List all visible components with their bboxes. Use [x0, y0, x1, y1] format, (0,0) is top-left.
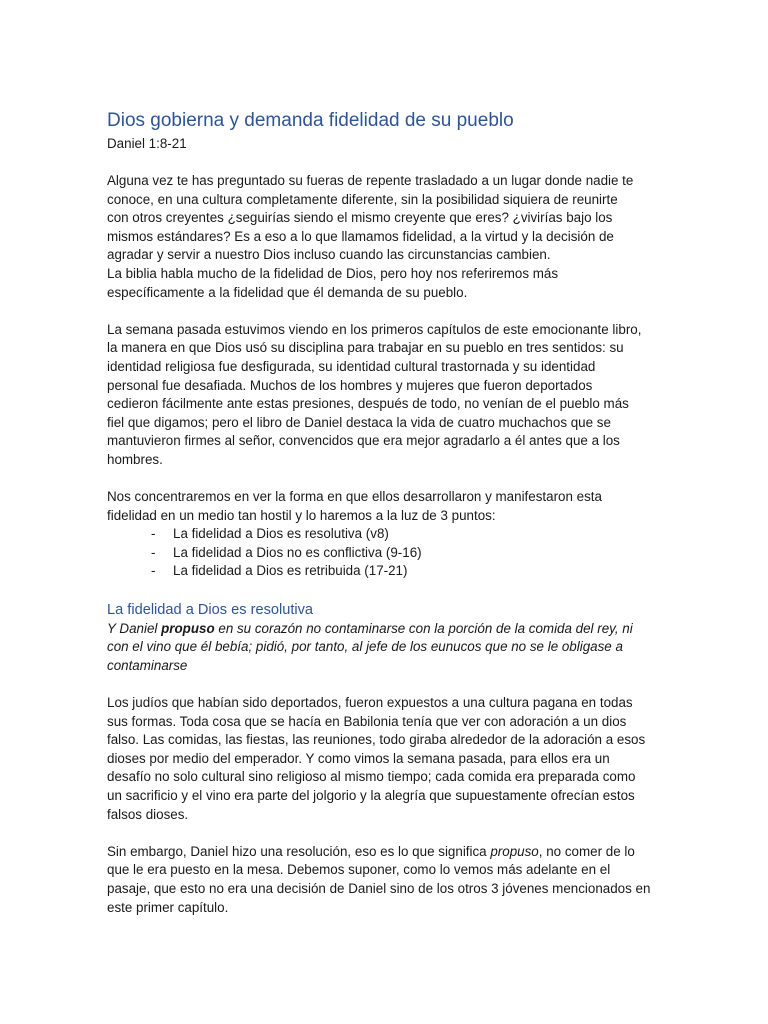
scripture-reference: Daniel 1:8-21 [107, 136, 187, 151]
emphasis-word: propuso [161, 620, 215, 636]
text-line: agradar y servir a nuestro Dios incluso cuando las circunstancias cambien. [107, 247, 551, 263]
text-line: con otros creyentes ¿seguirías siendo el mismo creyente que eres? ¿vivirías bajo los [107, 210, 613, 226]
text-line: falsos dioses. [107, 806, 189, 822]
text-line: La semana pasada estuvimos viendo en los primeros capítulos de este emocionante libro, [107, 321, 642, 337]
text-line: mismos estándares? Es a eso a lo que llamamos fidelidad, a la virtud y la decisión de [107, 228, 614, 244]
paragraph-outline-intro [107, 488, 668, 525]
text-line: Alguna vez te has preguntado su fueras de repente trasladado a un lugar donde nadie te [107, 173, 634, 188]
text-line: falso. Las comidas, las fiestas, las reuniones, todo giraba alrededor de la adoración a esos [107, 732, 646, 748]
text-line: un sacrificio y el vino era parte del jolgorio y la alegría que supuestamente ofrecían estos [107, 788, 635, 803]
text-line: fidelidad en un medio tan hostil y lo haremos a la luz de 3 puntos: [107, 507, 496, 523]
text-line: , no comer de lo [538, 843, 635, 859]
document-title: Dios gobierna y demanda fidelidad de su pueblo [107, 110, 514, 131]
paragraph-context [107, 321, 668, 470]
text-line: conoce, en una cultura completamente diferente, sin la posibilidad siquiera de reunirte [107, 191, 618, 207]
text-line: mantuvieron firmes al señor, convencidos que era mejor agradarlo a él antes que a los [107, 433, 620, 449]
paragraph-culture [107, 694, 668, 824]
text-line: cedieron fácilmente ante estas presiones, después de todo, no venían de el pueblo más [107, 396, 629, 412]
text-line: fiel que digamos; pero el libro de Daniel destaca la vida de cuatro muchachos que se [107, 414, 611, 430]
verse-quote [107, 620, 668, 676]
text-line: pasaje, que esto no era una decisión de Daniel sino de los otros 3 jóvenes mencionados en [107, 880, 651, 896]
text-line: Nos concentraremos en ver la forma en que ellos desarrollaron y manifestaron esta [107, 489, 602, 505]
text-line: La biblia habla mucho de la fidelidad de Dios, pero hoy nos referiremos más [107, 265, 559, 281]
text-line: en su corazón no contaminarse con la porción de la comida del rey, ni [214, 620, 633, 636]
text-line: contaminarse [107, 657, 188, 673]
text-line: sus formas. Toda cosa que se hacía en Babilonia tenía que ver con adoración a un dios [107, 713, 627, 729]
text-line: Los judíos que habían sido deportados, fueron expuestos a una cultura pagana en todas [107, 695, 633, 711]
text-line: específicamente a la fidelidad que él demanda de su pueblo. [107, 284, 468, 300]
text-line: desafío no solo cultural sino religioso al mismo tiempo; cada comida era preparada como [107, 769, 636, 785]
text-line: identidad religiosa fue desfigurada, su identidad cultural trastornada y su identidad [107, 358, 596, 374]
text-line: hombres. [107, 451, 163, 467]
list-item: - La fidelidad a Dios es retribuida (17-21) [151, 562, 668, 581]
text-line: la manera en que Dios usó su disciplina para trabajar en su pueblo en tres sentidos: su [107, 340, 624, 356]
points-list [107, 525, 668, 581]
emphasis-word: propuso [490, 843, 539, 859]
paragraph-intro [107, 172, 668, 302]
list-item: - La fidelidad a Dios es resolutiva (v8) [151, 525, 668, 544]
paragraph-resolution [107, 843, 668, 917]
text-line: personal fue desafiada. Muchos de los hombres y mujeres que fueron deportados [107, 377, 593, 393]
section-heading: La fidelidad a Dios es resolutiva [107, 601, 314, 618]
text-line: Sin embargo, Daniel hizo una resolución, eso es lo que significa [107, 843, 491, 859]
text-line: que le era puesto en la mesa. Debemos suponer, como lo vemos más adelante en el [107, 862, 611, 878]
text-line: con el vino que él bebía; pidió, por tanto, al jefe de los eunucos que no se le obligase a [107, 639, 623, 655]
text-line: este primer capítulo. [107, 899, 229, 915]
text-line: Y Daniel [107, 620, 162, 636]
list-item: - La fidelidad a Dios no es conflictiva (9-16) [151, 544, 668, 563]
text-line: dioses por medio del emperador. Y como vimos la semana pasada, para ellos era un [107, 750, 610, 766]
